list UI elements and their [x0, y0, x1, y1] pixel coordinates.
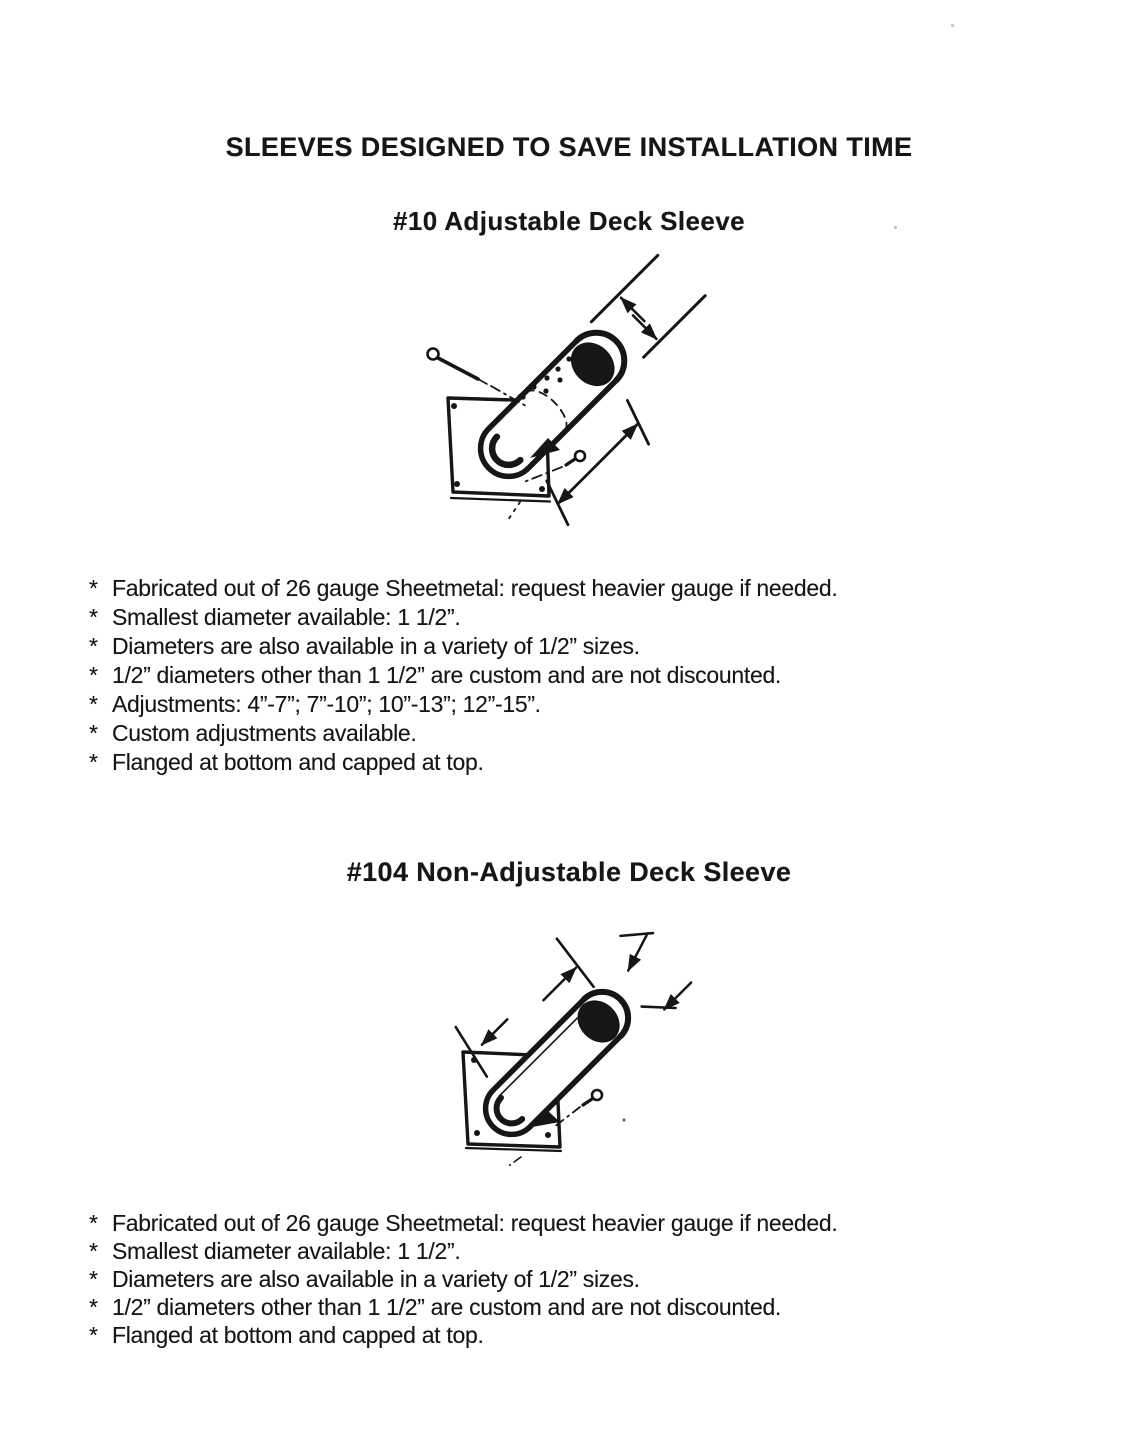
bullet-text: Flanged at bottom and capped at top. [112, 749, 484, 775]
bullet-marker: * [89, 720, 98, 746]
list-item [89, 1321, 837, 1349]
adjustment-hole [510, 401, 515, 406]
non-adjustable-deck-sleeve-drawing [440, 915, 750, 1185]
plate-hole [545, 1132, 551, 1138]
length-dimension-arrow [558, 464, 598, 504]
page-title: SLEEVES DESIGNED TO SAVE INSTALLATION TIME [225, 132, 913, 162]
feature-list-104 [89, 1209, 837, 1349]
plate-hole [474, 1130, 480, 1136]
adjustable-deck-sleeve-drawing [390, 262, 730, 552]
screw-shaft [438, 358, 478, 379]
plate-edge-thickness [466, 1148, 561, 1151]
list-item [89, 1237, 837, 1265]
bullet-text: Smallest diameter available: 1 1/2”. [112, 1238, 461, 1264]
adjustable-deck-sleeve-figure [390, 262, 730, 552]
list-item [89, 574, 837, 603]
dimension-extension-line [591, 255, 657, 321]
non-adjustable-deck-sleeve-figure [440, 915, 750, 1185]
adjustment-hole [566, 356, 571, 361]
screw-shaft [583, 1099, 592, 1105]
dimension-tick [620, 918, 653, 951]
bullet-text: Smallest diameter available: 1 1/2”. [112, 604, 461, 630]
list-item [89, 632, 837, 661]
bullet-marker: * [89, 575, 98, 601]
bullet-marker: * [89, 662, 98, 688]
feature-list-10 [89, 574, 837, 777]
bullet-marker: * [89, 633, 98, 659]
plate-hole [451, 403, 457, 409]
dimension-extension-line [644, 296, 706, 358]
adjustment-hole [557, 377, 562, 382]
adjustment-hole [543, 388, 548, 393]
screw-shaft [566, 459, 575, 465]
bullet-marker: * [89, 1210, 98, 1236]
hidden-edge-dash [514, 1157, 521, 1162]
bullet-text: Diameters are also available in a variety of 1/2” sizes. [112, 1266, 640, 1292]
bullet-text: Diameters are also available in a variety of 1/2” sizes. [112, 633, 640, 659]
bullet-text: 1/2” diameters other than 1 1/2” are custom and are not discounted. [112, 662, 782, 688]
list-item [89, 1293, 837, 1321]
adjustment-hole [544, 375, 549, 380]
diameter-dimension-arrow [621, 298, 644, 321]
dimension-tick [642, 990, 676, 1024]
plate-hole [454, 481, 460, 487]
bullet-marker: * [89, 749, 98, 775]
adjustment-hole [531, 384, 536, 389]
dimension-arrow [664, 983, 691, 1010]
plate-hole [539, 486, 545, 492]
bullet-marker: * [89, 691, 98, 717]
hidden-edge-dot [509, 1164, 511, 1166]
length-dimension-arrow [598, 424, 638, 464]
hidden-edge-dotted-line [508, 502, 520, 520]
plate-edge-thickness [451, 498, 550, 502]
list-item [89, 1265, 837, 1293]
dimension-arrow [620, 935, 655, 970]
bullet-marker: * [89, 1266, 98, 1292]
adjustment-hole [555, 366, 560, 371]
screw-tip [478, 379, 487, 384]
scan-speck [894, 226, 897, 229]
dimension-arrow [482, 1019, 507, 1044]
section-heading-10: #10 Adjustable Deck Sleeve [393, 206, 745, 236]
list-item [89, 661, 837, 690]
bullet-text: Custom adjustments available. [112, 720, 417, 746]
dimension-tick [551, 939, 599, 987]
list-item [89, 719, 837, 748]
bullet-marker: * [89, 1322, 98, 1348]
list-item [89, 1209, 837, 1237]
bullet-marker: * [89, 1294, 98, 1320]
list-item [89, 748, 837, 777]
list-item [89, 603, 837, 632]
bullet-marker: * [89, 604, 98, 630]
diameter-dimension-arrow [633, 315, 656, 338]
scan-speck [623, 1119, 626, 1122]
bullet-text: Fabricated out of 26 gauge Sheetmetal: request heavier gauge if needed. [112, 575, 838, 601]
list-item [89, 690, 837, 719]
scan-speck [951, 24, 954, 27]
section-heading-104: #104 Non-Adjustable Deck Sleeve [346, 857, 792, 887]
bullet-text: Adjustments: 4”-7”; 7”-10”; 10”-13”; 12”-15”. [112, 691, 541, 717]
bullet-text: Flanged at bottom and capped at top. [112, 1322, 484, 1348]
dimension-arrow [543, 968, 576, 1001]
bullet-text: 1/2” diameters other than 1 1/2” are custom and are not discounted. [112, 1294, 782, 1320]
bullet-text: Fabricated out of 26 gauge Sheetmetal: request heavier gauge if needed. [112, 1210, 838, 1236]
adjustment-hole [520, 394, 525, 399]
bullet-marker: * [89, 1238, 98, 1264]
